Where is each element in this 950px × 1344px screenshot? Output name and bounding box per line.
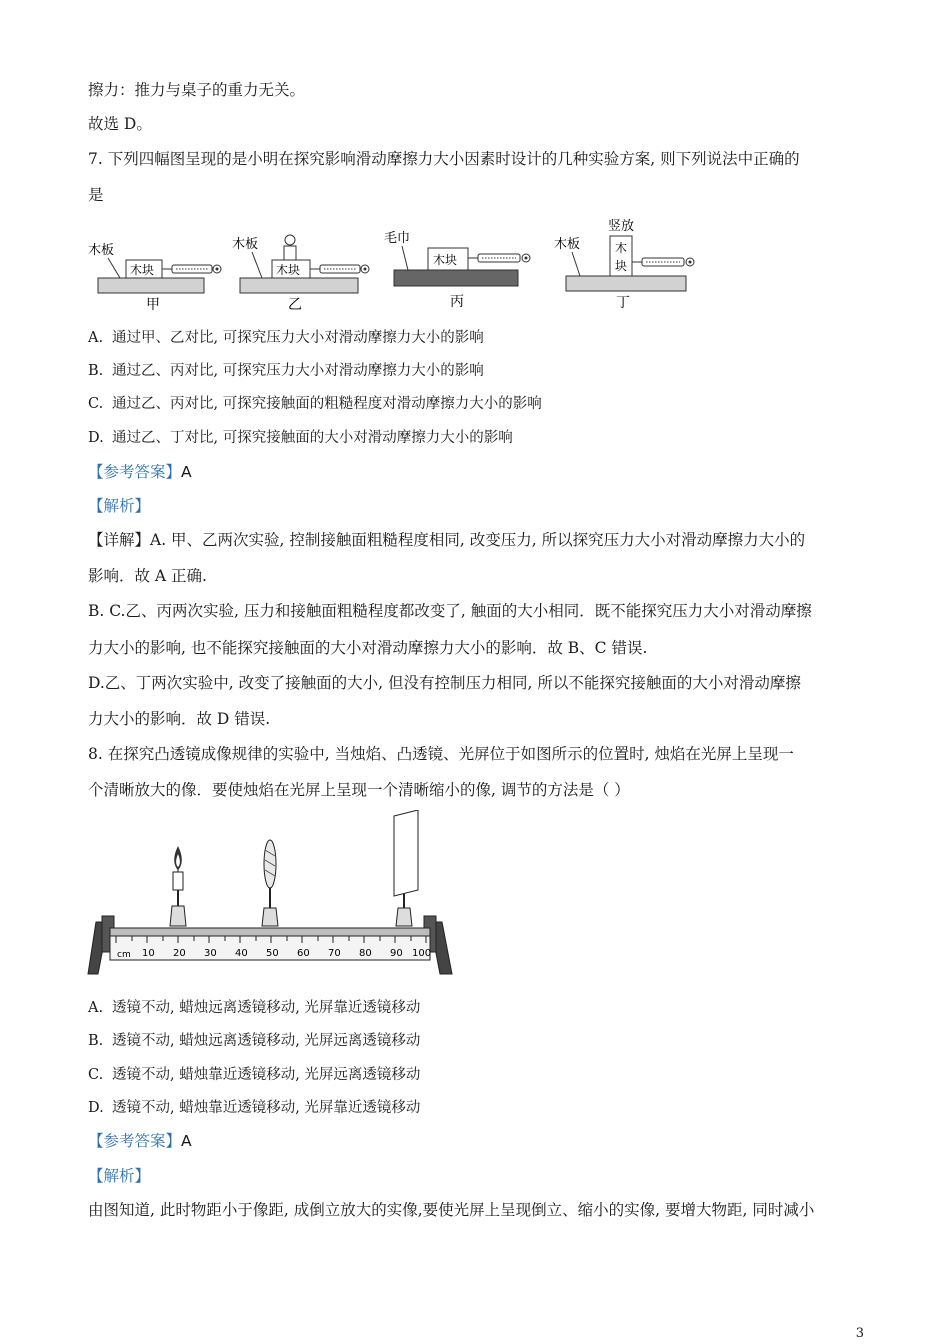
tick-label: 60: [297, 948, 310, 959]
explanation-line: 影响．故 A 正确.: [88, 567, 207, 585]
tick-label: 100: [412, 948, 432, 959]
text-line: 擦力：推力与桌子的重力无关。: [88, 81, 306, 99]
analysis-heading: 【解析】: [88, 1167, 151, 1185]
caption-jia: 甲: [146, 297, 160, 313]
setup-ding: [554, 218, 694, 311]
screen-icon: [394, 810, 418, 926]
tick-label: 40: [235, 948, 248, 959]
question-7-stem: 7. 下列四幅图呈现的是小明在探究影响滑动摩擦力大小因素时设计的几种实验方案, 则下列说法中正确的: [88, 150, 800, 168]
option-c: C. 通过乙、丙对比, 可探究接触面的粗糙程度对滑动摩擦力大小的影响: [88, 396, 542, 412]
explanation-line: 【详解】A. 甲、乙两次实验, 控制接触面粗糙程度相同, 改变压力, 所以探究压力大小对滑动摩擦力大小的: [88, 531, 806, 549]
explanation-line: B. C.乙、丙两次实验, 压力和接触面粗糙程度都改变了, 触面的大小相同．既不能探究压力大小对滑动摩擦: [88, 602, 812, 620]
option-b: B. 透镜不动, 蜡烛远离透镜移动, 光屏远离透镜移动: [88, 1033, 421, 1049]
caption-bing: 丙: [450, 294, 464, 310]
lens-icon: [262, 840, 278, 926]
board-label: 木板: [88, 243, 115, 258]
caption-yi: 乙: [288, 297, 302, 313]
text-line: 故选 D。: [88, 115, 152, 133]
explanation-line: 力大小的影响．故 D 错误.: [88, 710, 271, 728]
block-label: 木块: [433, 253, 458, 267]
tick-label: 50: [266, 948, 279, 959]
board-label: 木板: [554, 237, 581, 252]
explanation-line: 力大小的影响, 也不能探究接触面的大小对滑动摩擦力大小的影响．故 B、C 错误.: [88, 639, 648, 657]
question-7-stem-cont: 是: [88, 186, 104, 204]
friction-experiment-figure: [86, 214, 706, 314]
block-label: 木块: [276, 263, 301, 277]
ruler-unit: cm: [117, 950, 131, 960]
question-8-stem-cont: 个清晰放大的像．要使烛焰在光屏上呈现一个清晰缩小的像, 调节的方法是（ ）: [88, 781, 630, 799]
setup-jia: [88, 242, 221, 313]
upright-label: 竖放: [608, 219, 635, 234]
tick-label: 10: [142, 948, 155, 959]
setup-yi: [232, 235, 369, 313]
towel-label: 毛巾: [384, 231, 411, 246]
block-char-2: 块: [615, 259, 628, 273]
candle-icon: [170, 846, 186, 926]
reference-answer: 【参考答案】A: [88, 1132, 192, 1150]
tick-label: 80: [359, 948, 372, 959]
option-b: B. 通过乙、丙对比, 可探究压力大小对滑动摩擦力大小的影响: [88, 363, 484, 379]
option-a: A. 透镜不动, 蜡烛远离透镜移动, 光屏靠近透镜移动: [88, 1000, 421, 1016]
option-d: D. 通过乙、丁对比, 可探究接触面的大小对滑动摩擦力大小的影响: [88, 430, 513, 446]
question-8-stem: 8. 在探究凸透镜成像规律的实验中, 当烛焰、凸透镜、光屏位于如图所示的位置时, 烛焰在光屏上呈现一: [88, 745, 794, 763]
optical-bench-figure: [86, 810, 460, 980]
block-label: 木块: [130, 263, 155, 277]
tick-label: 30: [204, 948, 217, 959]
tick-label: 90: [390, 948, 403, 959]
option-c: C. 透镜不动, 蜡烛靠近透镜移动, 光屏远离透镜移动: [88, 1067, 421, 1083]
tick-label: 20: [173, 948, 186, 959]
analysis-heading: 【解析】: [88, 497, 151, 515]
page-number: 3: [855, 1326, 864, 1341]
setup-bing: [384, 230, 530, 310]
explanation-line: 由图知道, 此时物距小于像距, 成倒立放大的实像,要使光屏上呈现倒立、缩小的实像, 要增大物距, 同时减小: [88, 1201, 815, 1219]
tick-label: 70: [328, 948, 341, 959]
block-char-1: 木: [615, 241, 628, 255]
option-d: D. 透镜不动, 蜡烛靠近透镜移动, 光屏靠近透镜移动: [88, 1100, 421, 1116]
option-a: A. 通过甲、乙对比, 可探究压力大小对滑动摩擦力大小的影响: [88, 330, 484, 346]
board-label: 木板: [232, 237, 259, 252]
caption-ding: 丁: [616, 295, 630, 311]
reference-answer: 【参考答案】A: [88, 463, 192, 481]
explanation-line: D.乙、丁两次实验中, 改变了接触面的大小, 但没有控制压力相同, 所以不能探究接触面的大小对滑动摩擦: [88, 674, 801, 692]
